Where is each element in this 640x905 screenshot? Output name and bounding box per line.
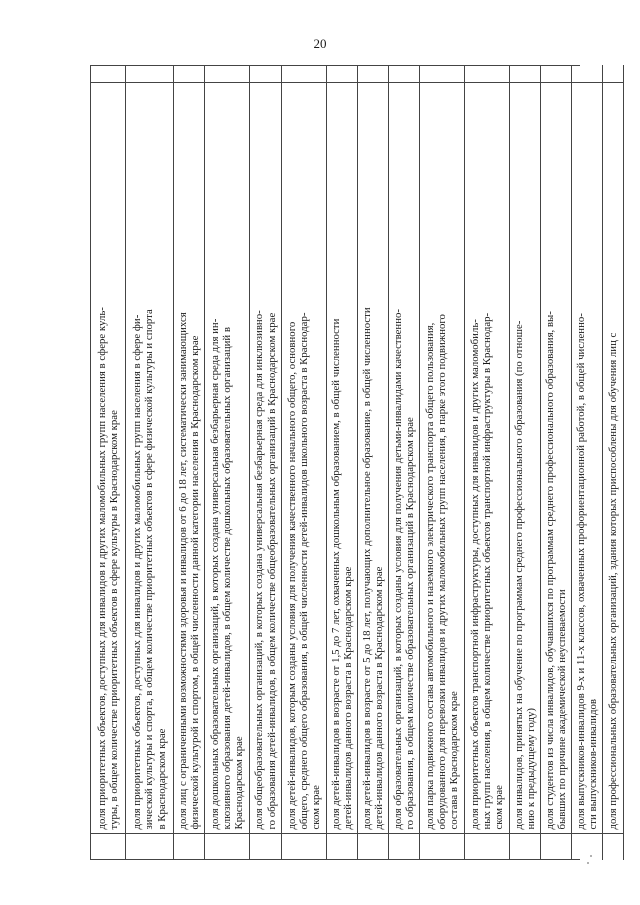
table-row	[603, 65, 624, 860]
indicator-text: доля дошкольных образовательных организаций, в которых создана универсальная безбарьерная среда для ин- клюзивного образования детей-инвалидов, в общем количестве дошкольных образовательных организаций в Краснодарском крае	[205, 83, 250, 834]
indicator-text: доля приоритетных объектов транспортной инфраструктуры, доступных для инвалидов и других маломобиль- ных групп населения, в общем количестве приоритетных объектов транспортной инфраструктуры в Краснодар- ском крае	[465, 83, 510, 834]
indicator-text: доля студентов из числа инвалидов, обучавшихся по программам среднего профессионального образования, вы- бывших по причине академической неуспеваемости	[541, 83, 572, 834]
indicator-text: доля парка подвижного состава автомобильного и наземного электрического транспорта общего пользования, оборудованного для перевозки инвалидов и других маломобильных групп населения, в парке этого подвижного состава в Краснодарском крае	[420, 83, 465, 834]
indicator-text: доля образовательных организаций, в которых созданы условия для получения детьми-инвалидами качественно- го образования, в общем количестве образовательных организаций в Краснодарском крае	[389, 83, 420, 834]
table-row	[327, 65, 358, 860]
table-row	[91, 65, 126, 860]
rotated-indicator-table	[90, 65, 619, 860]
row-number-cell	[174, 834, 205, 860]
value-cell	[420, 65, 465, 83]
value-cell	[510, 65, 541, 83]
value-cell	[174, 65, 205, 83]
table-row	[126, 65, 174, 860]
table-row	[389, 65, 420, 860]
row-number-cell	[282, 834, 327, 860]
indicator-text: доля детей-инвалидов, которым созданы условия для получения качественного начального общего, основного общего, среднего общего образования, в общей численности детей-инвалидов школьного возраста в Краснодар- ском крае	[282, 83, 327, 834]
table-row	[420, 65, 465, 860]
indicator-text: доля приоритетных объектов, доступных для инвалидов и других маломобильных групп населения в сфере фи- зической культуры и спорта, в общем количестве приоритетных объектов в сфере физической культуры и спорта в Краснодарском крае	[126, 83, 174, 834]
indicator-text: доля инвалидов, принятых на обучение по программам среднего профессионального образования (по отноше- нию к предыдущему году)	[510, 83, 541, 834]
value-cell	[465, 65, 510, 83]
indicator-text: доля детей-инвалидов в возрасте от 1,5 до 7 лет, охваченных дошкольным образованием, в общей численности детей-инвалидов данного возраста в Краснодарском крае	[327, 83, 358, 834]
table-row	[205, 65, 250, 860]
value-cell	[91, 65, 126, 83]
row-number-cell	[91, 834, 126, 860]
row-number-cell	[603, 834, 624, 860]
table-row	[510, 65, 541, 860]
row-number-cell	[205, 834, 250, 860]
row-number-cell	[572, 834, 603, 860]
indicator-text: доля выпускников-инвалидов 9-х и 11-х классов, охваченных профориентационной работой, в общей численно- сти выпускников-инвалидов	[572, 83, 603, 834]
row-number-cell	[465, 834, 510, 860]
value-cell	[572, 65, 603, 83]
row-number-cell	[420, 834, 465, 860]
table-row	[250, 65, 282, 860]
table-row	[174, 65, 205, 860]
value-cell	[282, 65, 327, 83]
value-cell	[205, 65, 250, 83]
row-number-cell	[358, 834, 389, 860]
indicator-text: доля приоритетных объектов, доступных для инвалидов и других маломобильных групп населения в сфере куль- туры, в общем количестве приоритетных объектов в сфере культуры в Краснодарском крае	[91, 83, 126, 834]
table-row	[465, 65, 510, 860]
row-number-cell	[510, 834, 541, 860]
value-cell	[327, 65, 358, 83]
value-cell	[250, 65, 282, 83]
value-cell	[389, 65, 420, 83]
row-number-cell	[126, 834, 174, 860]
table-row	[358, 65, 389, 860]
indicator-text: доля профессиональных образовательных организаций, здания которых приспособлены для обучения лиц с	[603, 83, 624, 834]
scan-speck	[590, 855, 592, 857]
value-cell	[358, 65, 389, 83]
indicator-table	[90, 65, 624, 860]
table-row	[282, 65, 327, 860]
indicator-text: доля общеобразовательных организаций, в которых создана универсальная безбарьерная среда для инклюзивно- го образования детей-инвалидов, в общем количестве общеобразовательных организаций в Краснодарском крае	[250, 83, 282, 834]
table-row	[572, 65, 603, 860]
table-row	[541, 65, 572, 860]
scan-speck	[587, 862, 589, 864]
row-number-cell	[541, 834, 572, 860]
value-cell	[126, 65, 174, 83]
value-cell	[541, 65, 572, 83]
row-number-cell	[327, 834, 358, 860]
row-number-cell	[250, 834, 282, 860]
indicator-text: доля лиц с ограниченными возможностями здоровья и инвалидов от 6 до 18 лет, систематически занимающихся физической культурой и спортом, в общей численности данной категории населения в Краснодарском крае	[174, 83, 205, 834]
row-number-cell	[389, 834, 420, 860]
indicator-text: доля детей-инвалидов в возрасте от 5 до 18 лет, получающих дополнительное образование, в общей численности детей-инвалидов данного возраста в Краснодарском крае	[358, 83, 389, 834]
page-number: 20	[313, 36, 327, 51]
value-cell	[603, 65, 624, 83]
